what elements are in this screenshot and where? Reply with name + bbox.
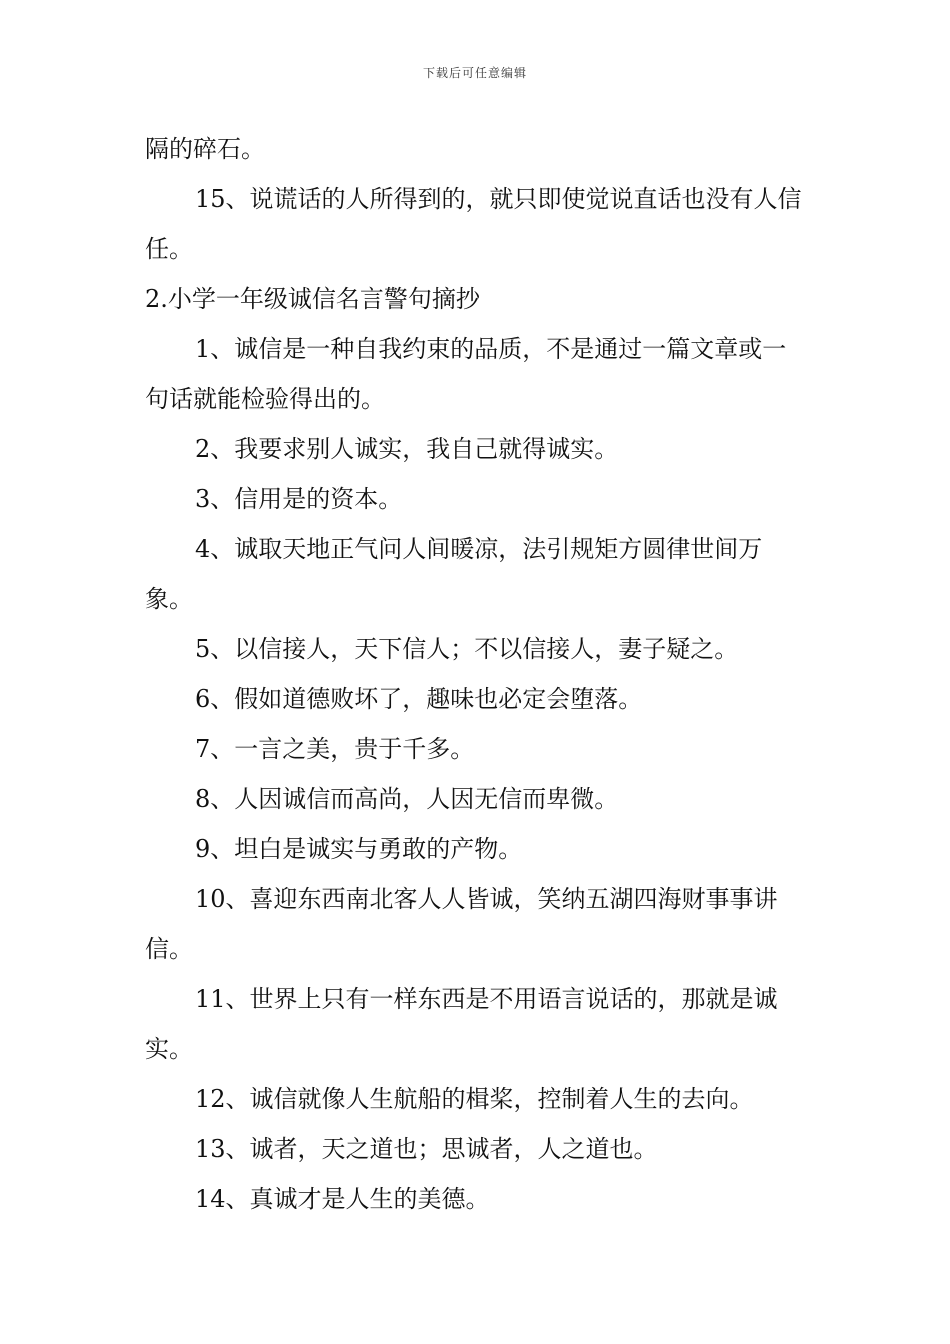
quote-item: 2、我要求别人诚实，我自己就得诚实。 — [195, 435, 619, 463]
quote-item: 4、诚取天地正气问人间暖凉，法引规矩方圆律世间万象。 — [145, 535, 763, 613]
section-heading: 2.小学一年级诚信名言警句摘抄 — [145, 285, 480, 313]
quote-item: 8、人因诚信而高尚，人因无信而卑微。 — [195, 785, 619, 813]
quote-item: 3、信用是的资本。 — [195, 485, 403, 513]
quote-item: 13、诚者，天之道也；思诚者，人之道也。 — [195, 1135, 658, 1163]
quote-item: 9、坦白是诚实与勇敢的产物。 — [195, 835, 523, 863]
quote-item: 10、喜迎东西南北客人人皆诚，笑纳五湖四海财事事讲信。 — [145, 885, 778, 963]
document-body — [145, 124, 810, 1224]
quote-item: 14、真诚才是人生的美德。 — [195, 1185, 490, 1213]
quote-item: 11、世界上只有一样东西是不用语言说话的，那就是诚实。 — [145, 985, 778, 1063]
quote-item: 5、以信接人，天下信人；不以信接人，妻子疑之。 — [195, 635, 739, 663]
quote-item: 15、说谎话的人所得到的，就只即使觉说直话也没有人信任。 — [145, 185, 802, 263]
page-header: 下载后可任意编辑 — [422, 66, 527, 80]
paragraph-fragment: 隔的碎石。 — [145, 135, 265, 163]
quote-item: 12、诚信就像人生航船的楫桨，控制着人生的去向。 — [195, 1085, 754, 1113]
quote-item: 1、诚信是一种自我约束的品质，不是通过一篇文章或一句话就能检验得出的。 — [145, 335, 787, 413]
quote-item: 6、假如道德败坏了，趣味也必定会堕落。 — [195, 685, 643, 713]
quote-item: 7、一言之美，贵于千多。 — [195, 735, 475, 763]
